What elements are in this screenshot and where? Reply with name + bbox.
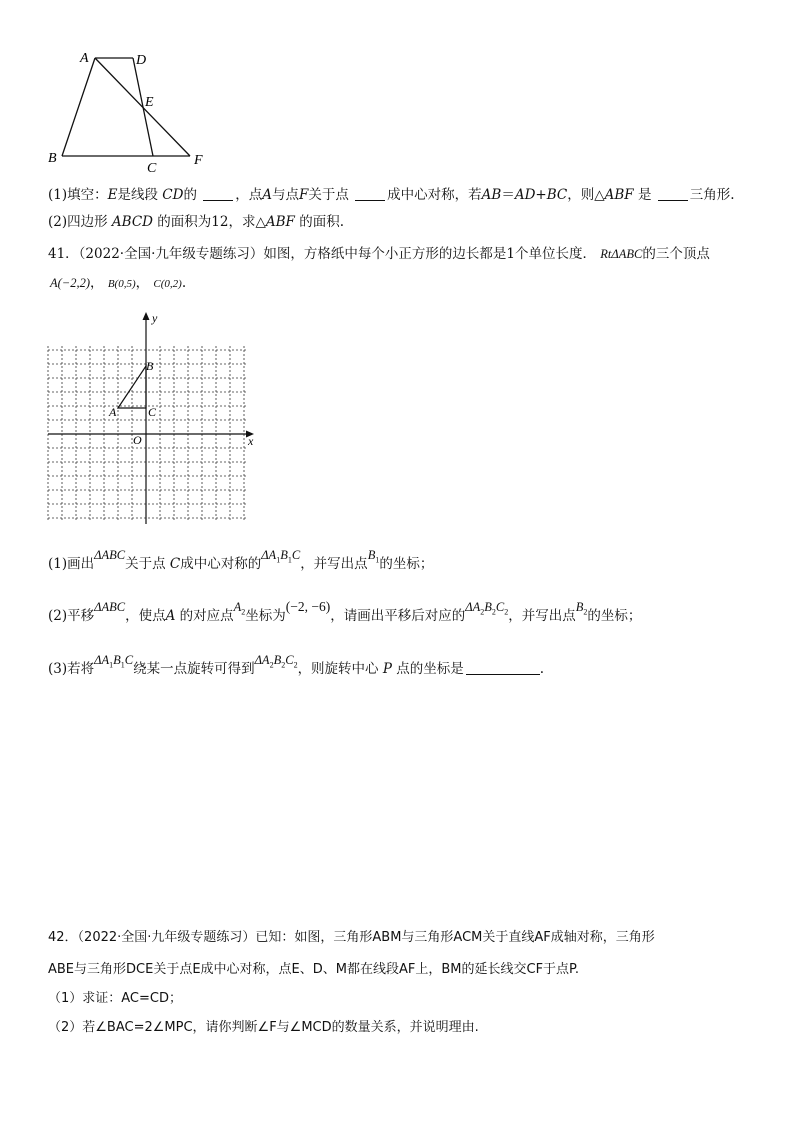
- label-f: F: [194, 153, 203, 168]
- y-axis-arrow: [143, 312, 150, 320]
- origin-label: O: [133, 433, 142, 447]
- label-d: D: [136, 53, 147, 68]
- answer-blank-rotation-center[interactable]: [466, 660, 540, 675]
- q40-part1: (1)填空：E是线段 CD的 ，点A与点F关于点 成中心对称，若AB＝AD+BC，则△ABF 是 三角形.: [48, 187, 735, 203]
- point-b-label: B: [146, 359, 154, 373]
- axis-x-label: x: [248, 434, 254, 448]
- coordinate-grid: [40, 310, 270, 530]
- q41-part3: (3)若将$\Delta A_1B_1C$绕某一点旋转可得到$\Delta A_2B_2C_2$，则旋转中心 P 点的坐标是 .: [48, 653, 545, 677]
- q42-line4: （2）若∠BAC=2∠MPC，请你判断∠F与∠MCD的数量关系，并说明理由.: [48, 1020, 479, 1035]
- answer-blank-2[interactable]: [355, 186, 385, 201]
- label-c: C: [147, 161, 157, 175]
- answer-blank-1[interactable]: [203, 186, 233, 201]
- answer-blank-3[interactable]: [658, 186, 688, 201]
- label-b: B: [48, 151, 57, 166]
- point-a-label: A: [109, 405, 117, 419]
- q42-line3: （1）求证：AC=CD；: [48, 991, 182, 1006]
- axis-y-label: y: [152, 311, 158, 325]
- trapezoid-figure: [40, 45, 220, 175]
- q41-coordinates: A(−2,2)， B(0,5)， C(0,2).: [50, 275, 187, 291]
- label-e: E: [145, 95, 154, 110]
- q41-part2: (2)平移ΔABC，使点A 的对应点$A_2$坐标为(−2, −6)，请画出平移后对应的$\Delta A_2B_2C_2$，并写出点$B_2$的坐标；: [48, 599, 642, 624]
- q41-part1: (1)画出ΔABC关于点 C成中心对称的$\Delta A_1B_1C$，并写出点$B_1$的坐标；: [48, 548, 434, 572]
- triangle-abc: [118, 366, 146, 408]
- q40-part2: (2)四边形 ABCD 的面积为12，求△ABF 的面积.: [48, 214, 344, 230]
- label-a: A: [80, 51, 89, 66]
- q41-heading: 41．（2022·全国·九年级专题练习）如图，方格纸中每个小正方形的边长都是1个单位长度． RtΔABC的三个顶点: [48, 246, 710, 262]
- point-c-label: C: [148, 405, 157, 419]
- q42-line1: 42．（2022·全国·九年级专题练习）已知：如图，三角形ABM与三角形ACM关于直线AF成轴对称，三角形: [48, 930, 655, 945]
- q42-line2: ABE与三角形DCE关于点E成中心对称，点E、D、M都在线段AF上，BM的延长线交CF于点P.: [48, 962, 579, 977]
